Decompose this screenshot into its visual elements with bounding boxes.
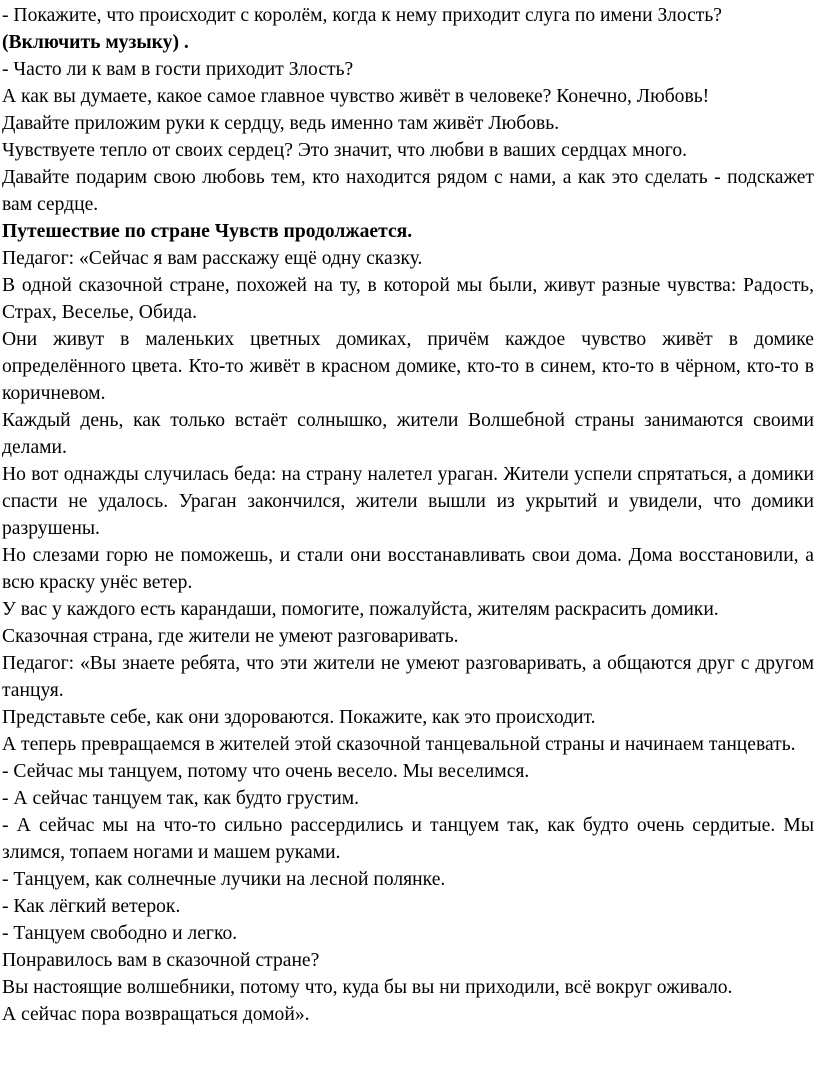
paragraph: Давайте приложим руки к сердцу, ведь именно там живёт Любовь. bbox=[2, 113, 560, 134]
paragraph: А сейчас пора возвращаться домой». bbox=[2, 1004, 310, 1025]
section-heading: Путешествие по стране Чувств продолжается. bbox=[2, 221, 413, 242]
paragraph: У вас у каждого есть карандаши, помогите, пожалуйста, жителям раскрасить домики. bbox=[2, 599, 719, 620]
paragraph: Вы настоящие волшебники, потому что, куда бы вы ни приходили, всё вокруг оживало. bbox=[2, 977, 733, 998]
paragraph: В одной сказочной стране, похожей на ту, в которой мы были, живут разные чувства: Радость, Страх, Веселье, Обида. bbox=[2, 275, 814, 323]
paragraph: Понравилось вам в сказочной стране? bbox=[2, 950, 320, 971]
paragraph-music-instruction: (Включить музыку) . bbox=[2, 32, 189, 53]
paragraph: Представьте себе, как они здороваются. Покажите, как это происходит. bbox=[2, 707, 596, 728]
paragraph: А как вы думаете, какое самое главное чувство живёт в человеке? Конечно, Любовь! bbox=[2, 86, 710, 107]
paragraph: - Сейчас мы танцуем, потому что очень весело. Мы веселимся. bbox=[2, 761, 530, 782]
paragraph: А теперь превращаемся в жителей этой сказочной танцевальной страны и начинаем танцевать. bbox=[2, 734, 796, 755]
paragraph: - Танцуем свободно и легко. bbox=[2, 923, 238, 944]
paragraph: Сказочная страна, где жители не умеют разговаривать. bbox=[2, 626, 459, 647]
paragraph: Педагог: «Сейчас я вам расскажу ещё одну сказку. bbox=[2, 248, 423, 269]
paragraph: - Танцуем, как солнечные лучики на лесной полянке. bbox=[2, 869, 446, 890]
paragraph: Но вот однажды случилась беда: на страну налетел ураган. Жители успели спрятаться, а домики спасти не удалось. Ураган закончился, жители вышли из укрытий и увидели, что домики разрушены. bbox=[2, 464, 814, 539]
paragraph: - Как лёгкий ветерок. bbox=[2, 896, 181, 917]
paragraph: - А сейчас мы на что-то сильно рассердились и танцуем так, как будто очень сердитые. Мы злимся, топаем ногами и машем руками. bbox=[2, 815, 814, 863]
paragraph: Каждый день, как только встаёт солнышко, жители Волшебной страны занимаются своими делами. bbox=[2, 410, 814, 458]
paragraph: - А сейчас танцуем так, как будто грустим. bbox=[2, 788, 360, 809]
paragraph: Педагог: «Вы знаете ребята, что эти жители не умеют разговаривать, а общаются друг с другом танцуя. bbox=[2, 653, 814, 701]
paragraph: Чувствуете тепло от своих сердец? Это значит, что любви в ваших сердцах много. bbox=[2, 140, 688, 161]
paragraph: Давайте подарим свою любовь тем, кто находится рядом с нами, а как это сделать - подскажет вам сердце. bbox=[2, 167, 814, 215]
paragraph: - Часто ли к вам в гости приходит Злость? bbox=[2, 59, 354, 80]
paragraph: Но слезами горю не поможешь, и стали они восстанавливать свои дома. Дома восстановили, а всю краску унёс ветер. bbox=[2, 545, 814, 593]
paragraph: - Покажите, что происходит с королём, когда к нему приходит слуга по имени Злость? bbox=[2, 5, 723, 26]
paragraph: Они живут в маленьких цветных домиках, причём каждое чувство живёт в домике определённого цвета. Кто-то живёт в красном домике, кто-то в синем, кто-то в чёрном, кто-то в коричневом. bbox=[2, 329, 814, 404]
